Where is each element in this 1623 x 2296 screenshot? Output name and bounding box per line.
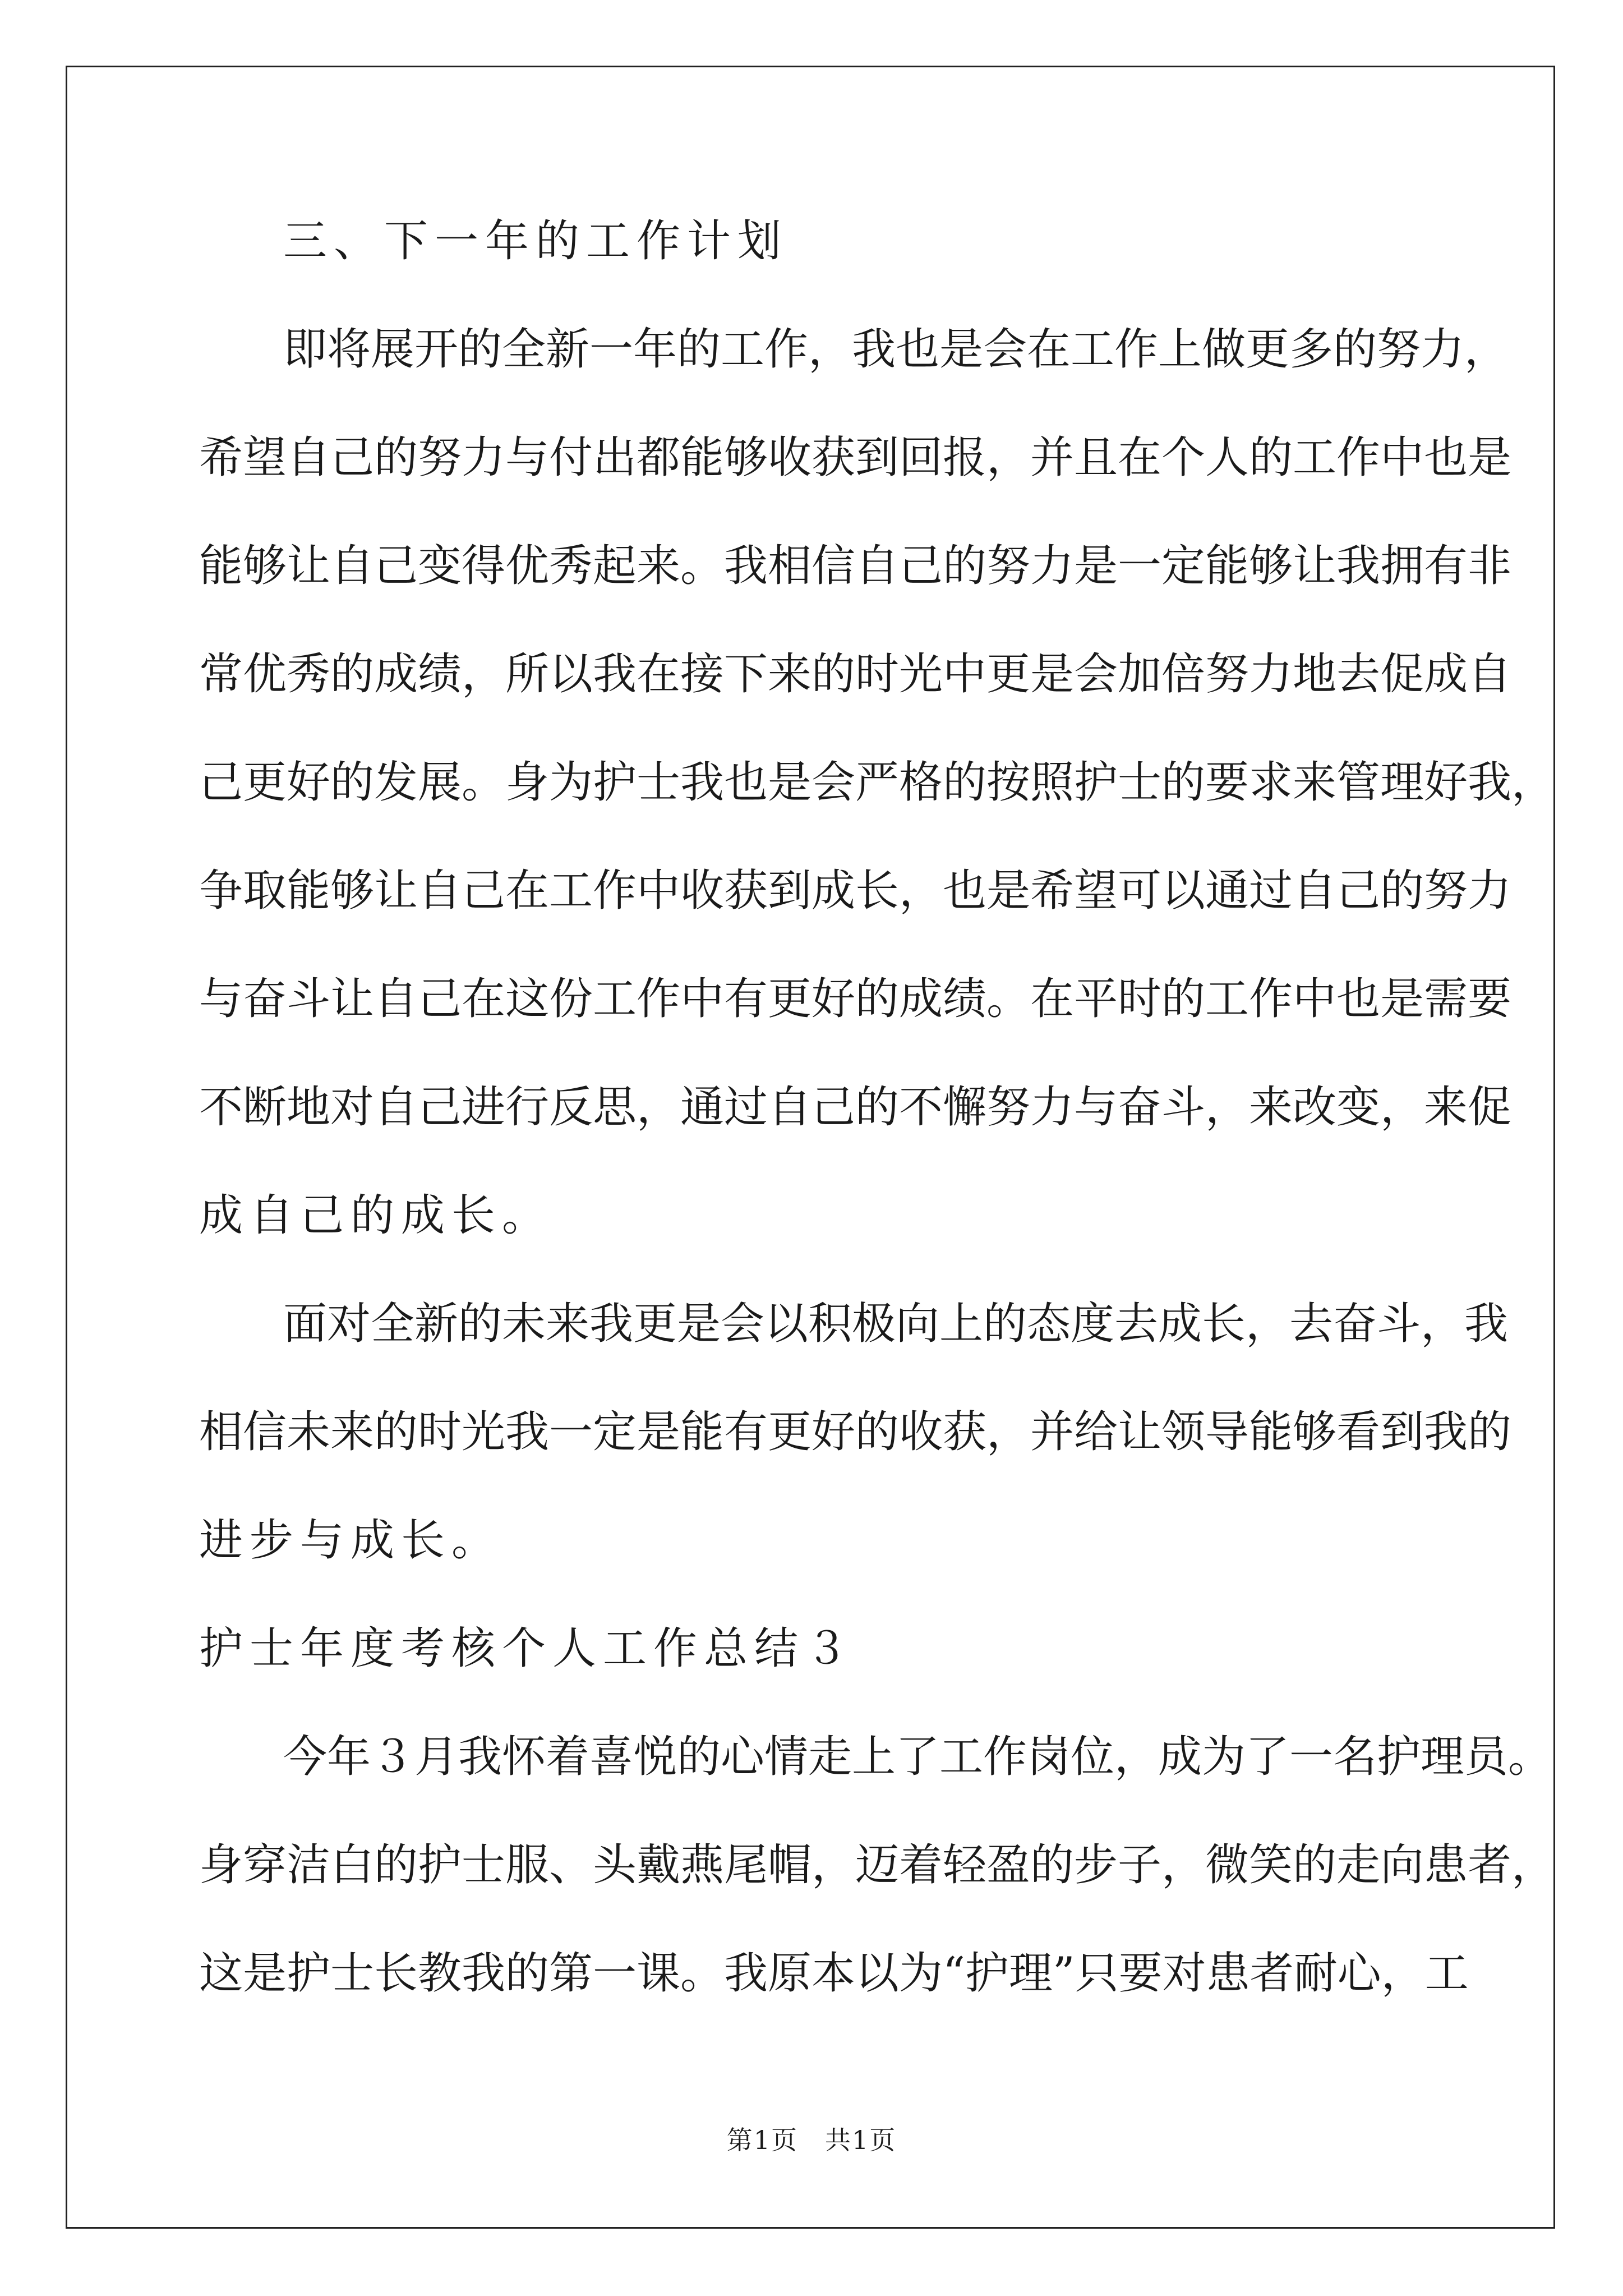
text-line: 希望自己的努力与付出都能够收获到回报，并且在个人的工作中也是 [199,432,1512,483]
text-line: 不断地对自己进行反思，通过自己的不懈努力与奋斗，来改变，来促 [199,1082,1512,1133]
text-line: 身穿洁白的护士服、头戴燕尾帽，迈着轻盈的步子，微笑的走向患者， [199,1840,1556,1890]
text-line: 争取能够让自己在工作中收获到成长，也是希望可以通过自己的努力 [199,866,1512,916]
text-line: 成自己的成长。 [199,1190,553,1241]
text-line: 面对全新的未来我更是会以积极向上的态度去成长，去奋斗，我 [283,1299,1509,1349]
text-line: 能够让自己变得优秀起来。我相信自己的努力是一定能够让我拥有非 [199,541,1512,591]
text-line: 常优秀的成绩，所以我在接下来的时光中更是会加倍努力地去促成自 [199,649,1512,700]
text-line: 相信未来的时光我一定是能有更好的收获，并给让领导能够看到我的 [199,1407,1512,1457]
text-line: 与奋斗让自己在这份工作中有更好的成绩。在平时的工作中也是需要 [199,974,1512,1024]
section-heading: 三、下一年的工作计划 [283,216,789,266]
text-line: 进步与成长。 [199,1515,502,1566]
text-line: 己更好的发展。身为护士我也是会严格的按照护士的要求来管理好我， [199,757,1556,808]
text-line: 即将展开的全新一年的工作，我也是会在工作上做更多的努力， [283,324,1509,375]
page-border [66,66,1555,2229]
text-line: 这是护士长教我的第一课。我原本以为“护理”只要对患者耐心，工 [199,1948,1469,1999]
text-line: 今年３月我怀着喜悦的心情走上了工作岗位，成为了一名护理员。 [283,1732,1552,1782]
section-title: 护士年度考核个人工作总结３ [199,1623,856,1674]
page-footer: 第1页 共1页 [726,2125,897,2155]
